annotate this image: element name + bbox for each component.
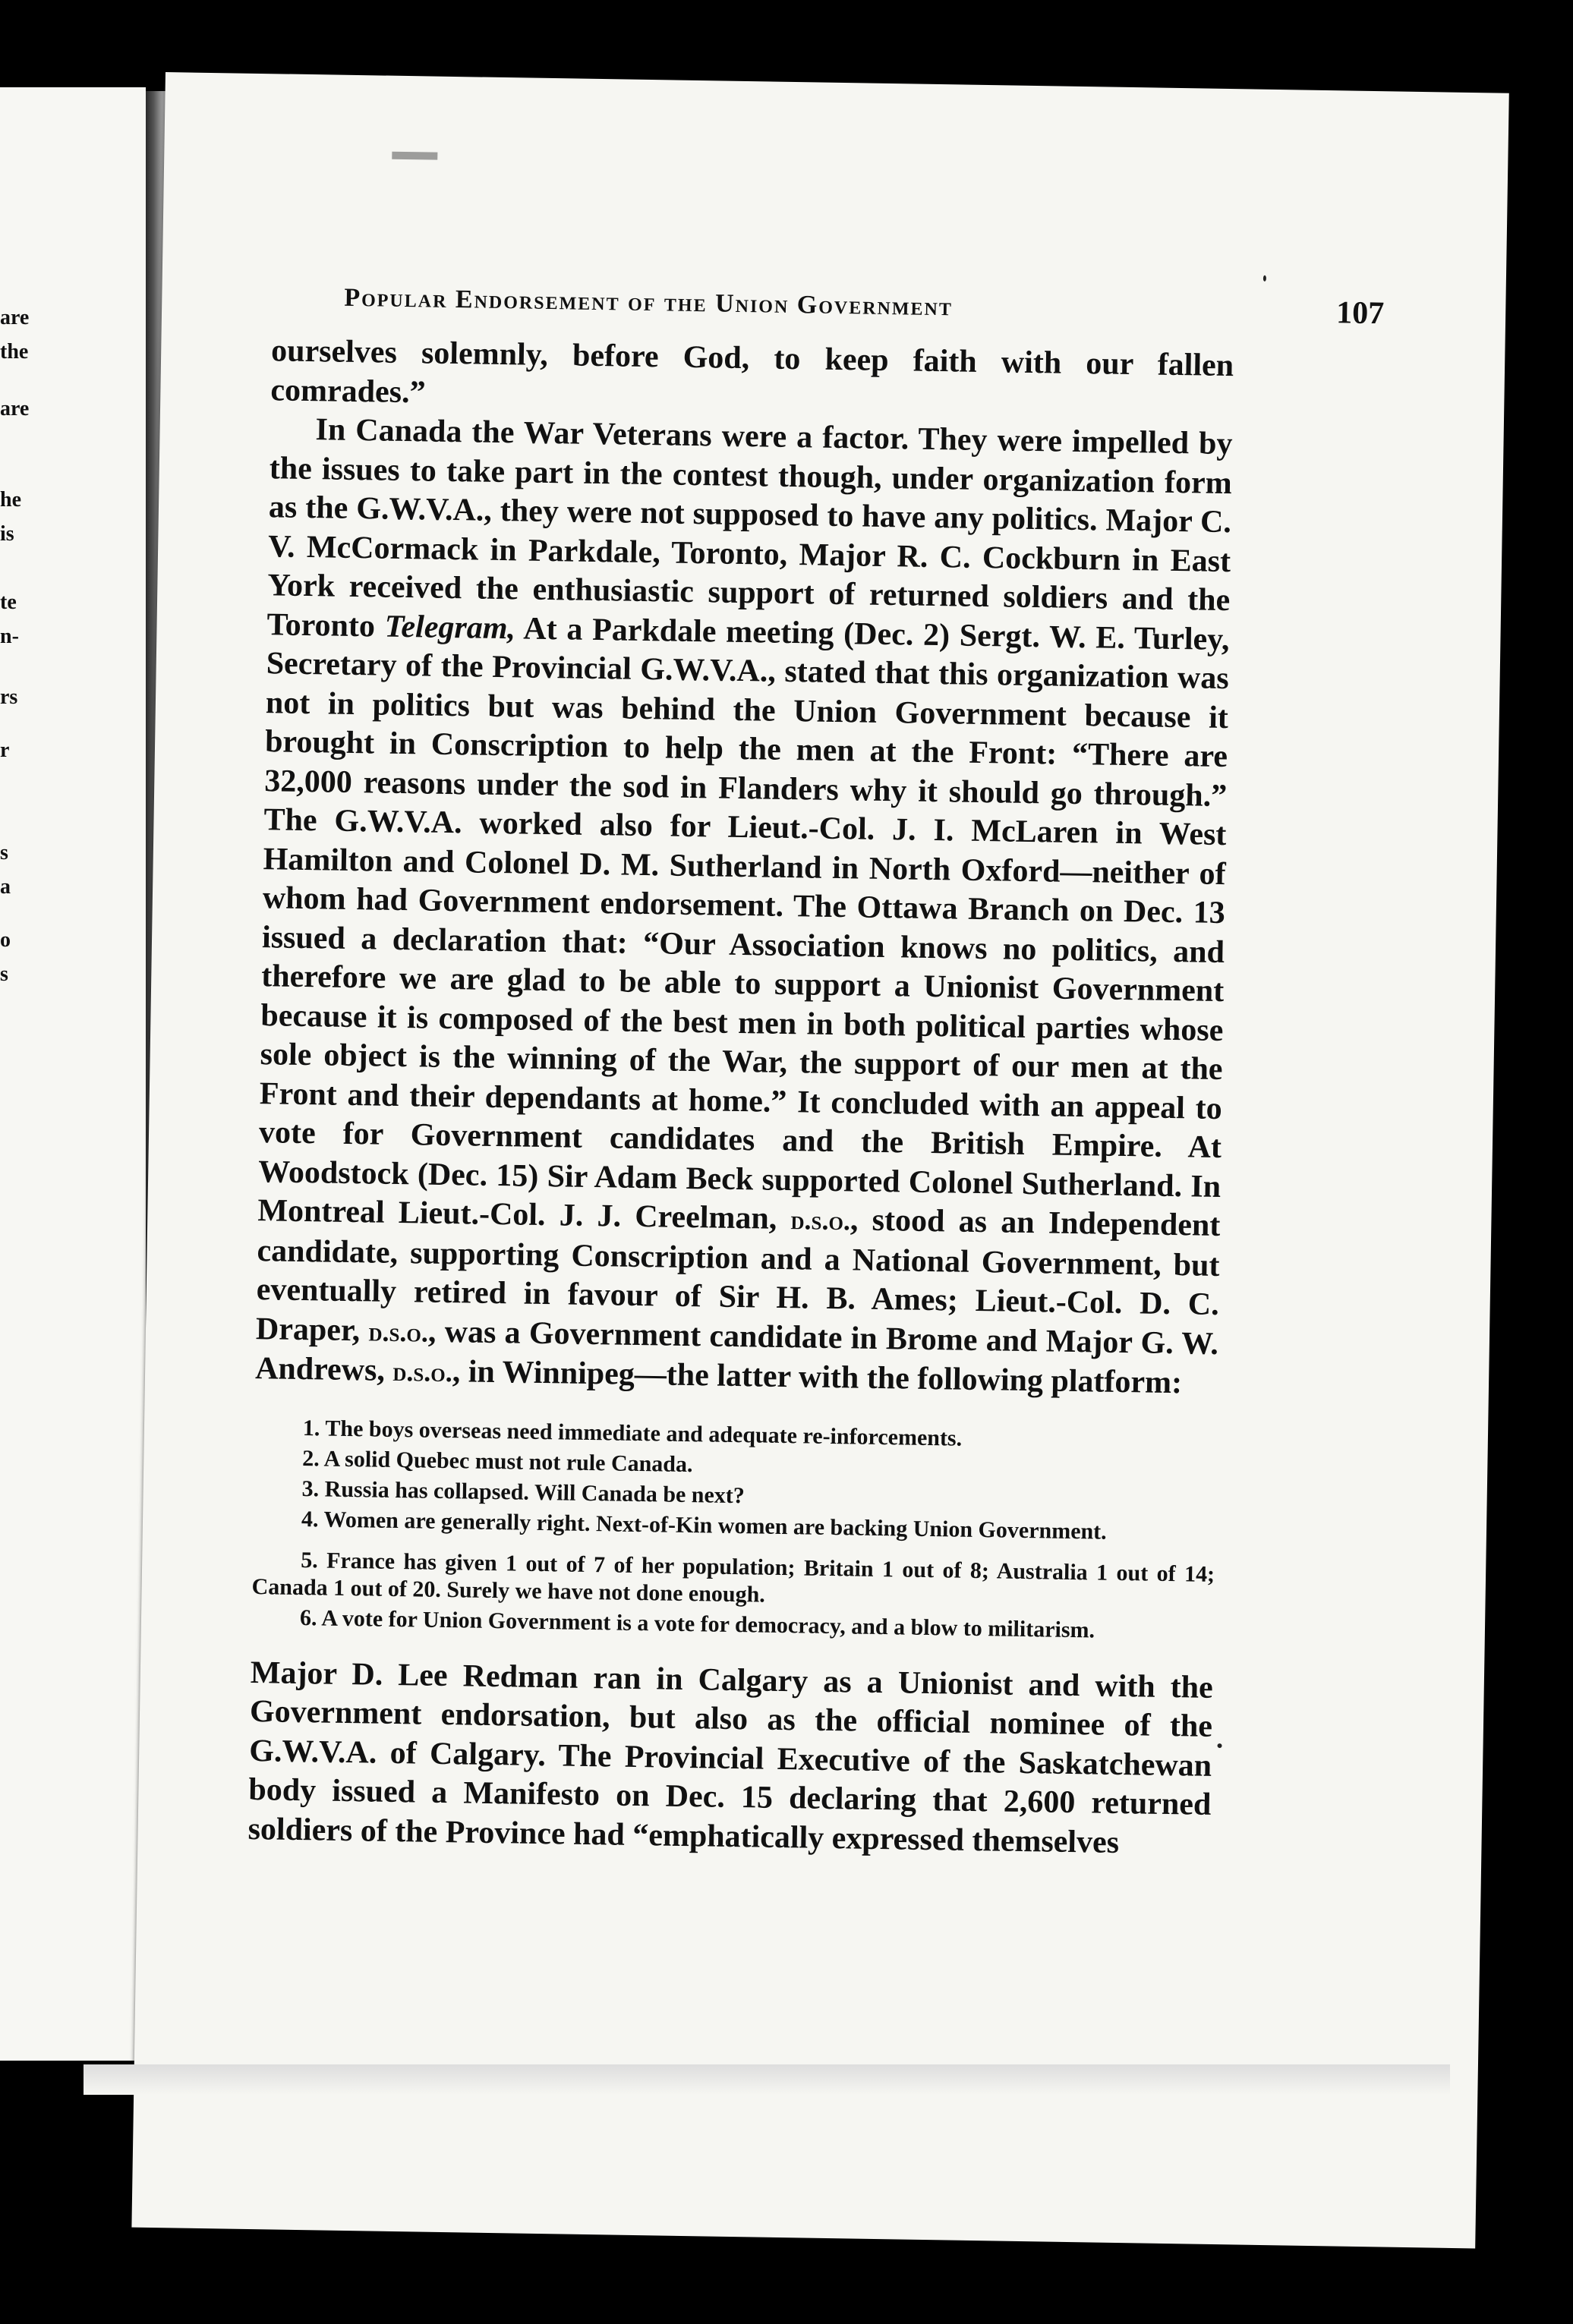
facing-page-fragment: r (0, 738, 10, 762)
dust-speck (1217, 1743, 1222, 1748)
book-page (131, 72, 1508, 2248)
facing-page-fragment: are (0, 306, 30, 329)
page-header (344, 283, 1385, 332)
small-caps-text: d.s.o. (368, 1315, 429, 1348)
dust-speck (1263, 276, 1266, 282)
text-run: , stood as an Independent candidate, supporting Conscription and a National Government, but eventually retired in favour of Sir H. B. Ames; Lieut.-Col. D. C. Draper, (255, 1202, 1221, 1348)
small-caps-text: d.s.o. (790, 1205, 851, 1236)
facing-page-edge (0, 87, 146, 2061)
paragraph: Major D. Lee Redman ran in Calgary as a Unionist and with the Government endorsation, but also as the official nominee of the G.W.V.A. of Calgary. The Provincial Executive of the Saskatchewan body issued a Manifesto on Dec. 15 declaring that 2,600 returned soldiers of the Province had “emphatically expressed themselves (247, 1655, 1214, 1860)
list-item: 3. Russia has collapsed. Will Canada be next? (301, 1475, 746, 1508)
list-item: 2. A solid Quebec must not rule Canada. (302, 1445, 693, 1477)
list-item: 4. Women are generally right. Next-of-Kin women are backing Union Government. (301, 1506, 1107, 1545)
italic-text: Telegram, (384, 609, 516, 646)
page-bottom-edge (84, 2064, 1450, 2095)
facing-page-fragment: o (0, 928, 11, 952)
page-number: 107 (1335, 295, 1385, 332)
facing-page-fragment: he (0, 488, 21, 512)
facing-page-fragment: te (0, 590, 17, 614)
text-run: , was a Government candidate in Brome and Major G. W. Andrews, (254, 1314, 1219, 1388)
text-run: , in Winnipeg—the latter with the following platform: (452, 1354, 1183, 1401)
scan-border (1511, 76, 1573, 2201)
list-item: 5. France has given 1 out of 7 of her population; Britain 1 out of 8; Australia 1 out of 14; Canada 1 out of 20. Surely we have not done enough. (251, 1547, 1215, 1608)
scan-mark (392, 152, 437, 160)
text-run: In Canada the War Veterans were a factor. They were impelled by the issues to take part in the contest though, under organization form as the G.W.V.A., they were not supposed to have any politics. Major C. V. McCormack in Parkdale, Toronto, Major R. C. Cockburn in East York received the enthusiastic support of returned soldiers and the Toronto (266, 412, 1233, 644)
paragraph (255, 410, 1233, 1404)
list-item: 6. A vote for Union Government is a vote for democracy, and a blow to militarism. (299, 1604, 1095, 1642)
facing-page-fragment: n- (0, 625, 19, 648)
text-run: At a Parkdale meeting (Dec. 2) Sergt. W. E. Turley, Secretary of the Provincial G.W.V.A., stated that this organization was not in politics but was behind the Union Government because it brought in Conscription to help the men at the Front: “There are 32,000 reasons under the sod in Flanders why it should go through.” The G.W.V.A. worked also for Lieut.-Col. J. I. McLaren in West Hamilton and Colonel D. M. Sutherland in North Oxford—neither of whom had Government endorsement. The Ottawa Branch on Dec. 13 issued a declaration that: “Our Association knows no politics, and therefore we are glad to be able to support a Unionist Government because it is composed of the best men in both political parties whose sole object is the winning of the War, the support of our men at the Front and their dependants at home.” It concluded with an appeal to vote for Government candidates and the British Empire. At Woodstock (Dec. 15) Sir Adam Beck supported Colonel Sutherland. In Montreal Lieut.-Col. J. J. Creelman, (257, 610, 1230, 1237)
list-item: 1. The boys overseas need immediate and adequate re-inforcements. (302, 1415, 963, 1451)
facing-page-fragment: a (0, 875, 11, 899)
facing-page-fragment: s (0, 841, 8, 864)
facing-page-fragment: are (0, 397, 30, 420)
page-body (247, 332, 1234, 1864)
running-head: Popular Endorsement of the Union Government (344, 283, 954, 322)
facing-page-fragment: the (0, 340, 29, 364)
platform-list (251, 1414, 1217, 1646)
facing-page-fragment: is (0, 522, 14, 546)
facing-page-fragment: rs (0, 685, 18, 709)
small-caps-text: d.s.o. (392, 1356, 453, 1388)
paragraph: ourselves solemnly, before God, to keep faith with our fallen comrades.” (270, 333, 1234, 410)
facing-page-fragment: s (0, 962, 8, 986)
